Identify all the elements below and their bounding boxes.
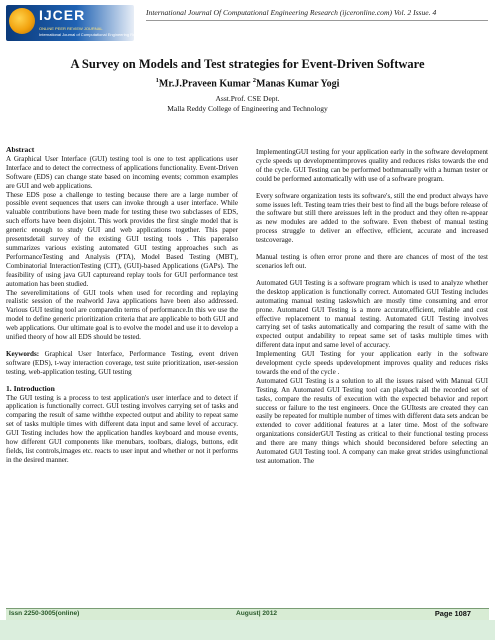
abstract-paragraph-3: The severelimitations of GUI tools when used for recording and replaying realistic session of the realworld Java applications have been also addressed. Various GUI testing tool are comparedin terms of performance.In this we use the model to define generic prioritization criteria that are applicable to both GUI and web applications. Our ultimate goal is to evolve the model and use it to develop a unified theory of how all EDS should be tested. [6,288,238,342]
introduction-paragraph-1: The GUI testing is a process to test application's user interface and to detect if application is functionally correct. GUI testing involves carrying set of tasks and comparing the result of same withthe expected output and ability to repeat same set of tasks multiple times with different data input and same level of accuracy. GUI Testing includes how the application handles keyboard and mouse events, how different GUI components like menubars, toolbars, dialogs, buttons, edit fields, list controls,images etc. reacts to user input and whether or not it performs in the desired manner. [6,393,238,464]
footer-date: August| 2012 [236,610,278,617]
footer-page-number: Page 1087 [434,609,471,618]
right-paragraph-3: Manual testing is often error prone and there are chances of most of the test scenarios left out. [256,253,488,270]
left-column [6,146,238,465]
abstract-heading: Abstract [6,145,35,154]
right-paragraph-5: Implementing GUI Testing for your application early in the software development cycle speeds updevelopment improves quality and reduces risks towards the end of the cycle . [256,350,488,376]
ijcer-logo [6,5,148,41]
keywords-text: Graphical User Interface, Performance Testing, event driven software (EDS), t-way interaction coverage, test suite prioritization, user-session testing, web-application testing, GUI testing [6,349,238,376]
journal-line: International Journal Of Computational Engineering Research (ijceronline.com) Vol. 2 Issue. 4 [146,8,437,17]
abstract-paragraph-2: These EDS pose a challenge to testing because there are a large number of possible event sequences that users can invoke through a user interface. While valuable contributions have been made for testing these two subclasses of EDS, such efforts have been disjoint. This work provides the first single model that is generic enough to study GUI and web applications together. This paper presentsdetail survey of the existing GUI testing tools . This paperalso summarizes various existing automated GUI testing approaches such as PerformanceTesting and Analysis (PTA), Model Based Testing (MBT), Combinatorial InteractionTesting (CIT), (GUI)-based Applications (GAPs). The feasibility of using java GUI captureand replay tools for GUI performance test automation has been studied. [6,190,238,288]
author-institution: Malla Reddy College of Engineering and Technology [167,104,328,113]
logo-name: IJCER [39,7,86,23]
header-divider [146,20,488,21]
right-paragraph-6: Automated GUI Testing is a solution to all the issues raised with Manual GUI Testing. An Automated GUI Testing tool can playback all the recorded set of tasks, compare the results of execution with the expected behavior and report success or failure to the test engineers. Once the GUItests are created they can easily be repeated for multiple number of times with different data sets andcan be extended to cover additional features at a later time. Most of the software organizations considerGUI Testing as critical to their functional testing process and there are many things which should beconsidered before selecting an Automated GUI Testing tool. A company can make great strides usingfunctional test automation. The [256,376,488,465]
right-column [256,148,488,466]
footer-band [0,620,495,640]
keywords-label: Keywords: [6,349,40,358]
right-paragraph-1: ImplementingGUI testing for your application early in the software development cycle speeds up developmentimproves quality and reduces risks towards the end of the cycle. GUI Testing can be performed bothmanually with a human tester or could be performed automatically with use of a software program. [256,148,488,183]
page-footer [6,608,489,620]
journal-header [0,0,495,48]
author-1-name: Mr.J.Praveen Kumar [158,78,253,90]
logo-tagline: ONLINE PEER REVIEW JOURNAL [39,26,103,31]
logo-subtitle: International Journal of Computational Engineering Research [39,32,148,37]
author-2-name: Manas Kumar Yogi [256,78,340,90]
introduction-heading: 1. Introduction [6,383,55,393]
right-paragraph-4: Automated GUI Testing is a software program which is used to analyze whether the desktop application is functionally correct. Automated GUI Testing includes automating manual testing taskswhich are mostly time consuming and error prone. Automated GUI Testing is a more accurate,efficient, reliable and cost effective replacement to manual testing. Automated GUI Testing involves carrying set of tasks automatically and comparing the result of same with the expected output andability to repeat same set of tasks multiple times with different data input and same level of accuracy. [256,278,488,350]
footer-issn: Issn 2250-3005(online) [9,610,80,617]
abstract-paragraph-1: A Graphical User Interface (GUI) testing tool is one to test applications user Interface and to detect the correctness of applications functionality. Event-Driven Software (EDS) can change state based on incoming events; common examples are GUI and web applications. [6,154,238,190]
paper-title: A Survey on Models and Test strategies for Event-Driven Software [70,57,425,71]
author-2-superscript: 2 [252,77,257,84]
keywords [6,350,238,377]
author-position: Asst.Prof. CSE Dept. [215,94,280,103]
author-line [0,77,495,89]
right-paragraph-2: Every software organization tests its software's, still the end product always have some issues left. Testing team tries their best to find all the bugs before release of the software but still there areissues left in the product and they often re-appear as new modules are added to the software. Even thebest of manual testing process struggle to deliver an effective, efficient, accurate and increased testcoverage. [256,191,488,245]
author-1-superscript: 1 [155,77,159,84]
globe-icon [9,8,35,34]
